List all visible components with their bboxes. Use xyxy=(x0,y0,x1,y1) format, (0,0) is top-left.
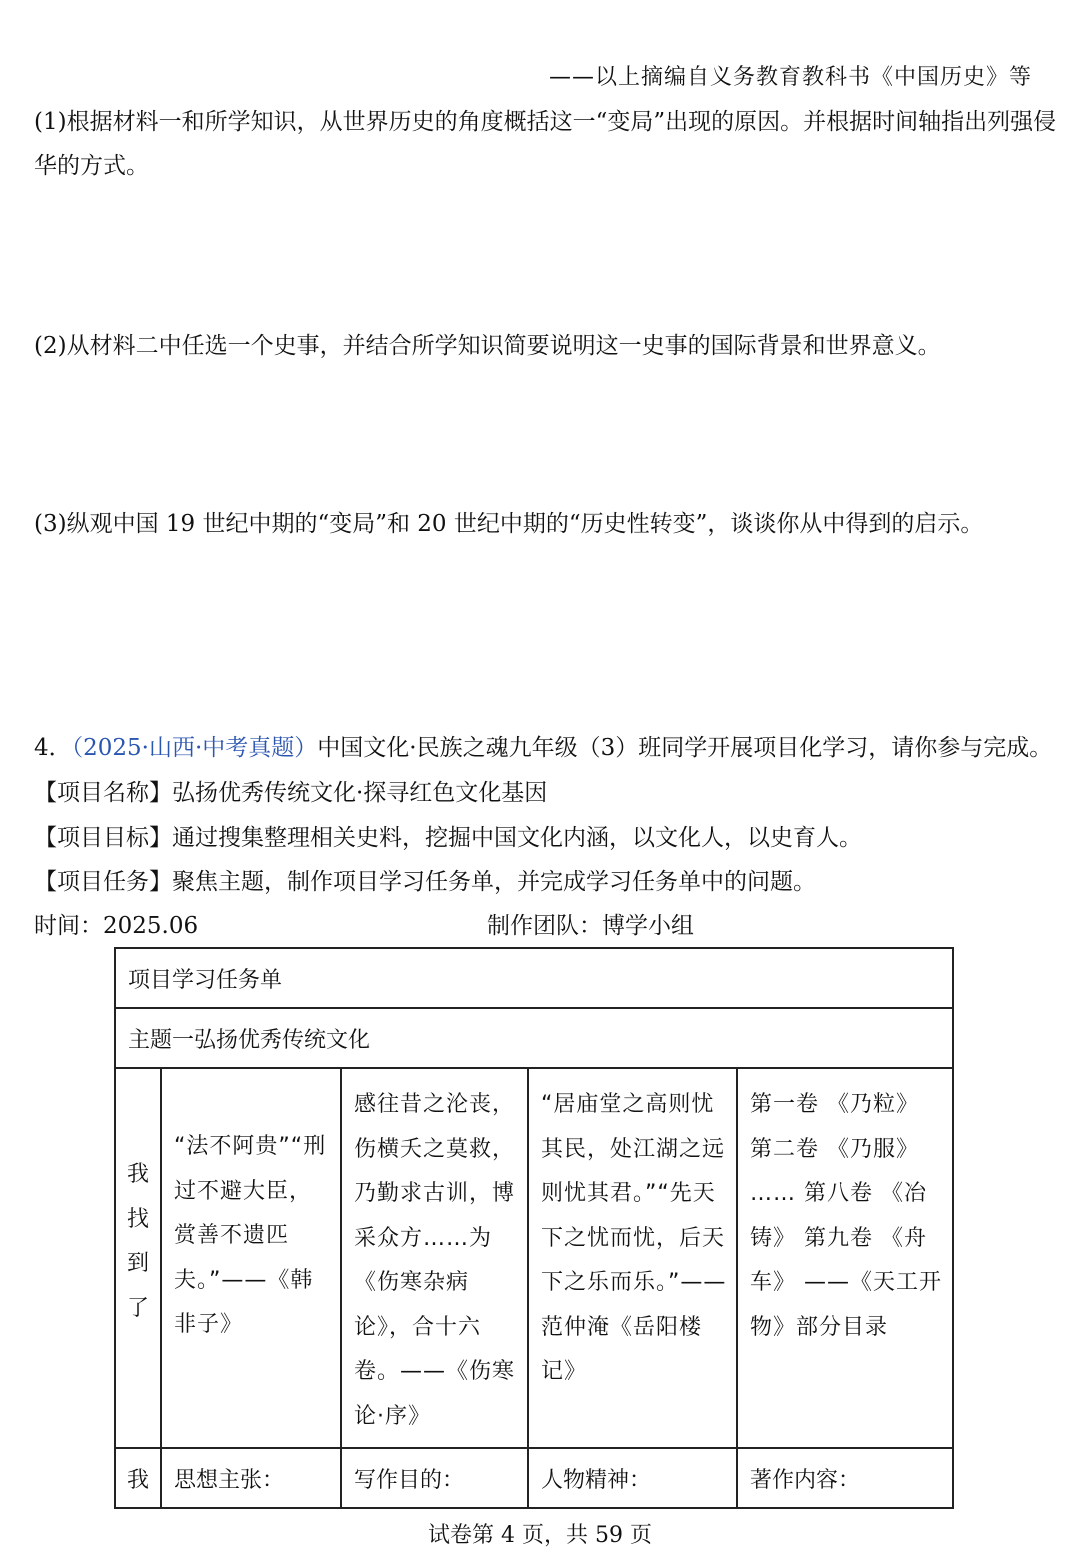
project-team: 制作团队：博学小组 xyxy=(487,913,694,939)
answer-cell-spirit[interactable]: 人物精神： xyxy=(528,1448,737,1508)
project-task: 【项目任务】聚焦主题，制作项目学习任务单，并完成学习任务单中的问题。 xyxy=(34,869,816,895)
project-time: 时间：2025.06 xyxy=(34,913,199,939)
question-1-line-2: 华的方式。 xyxy=(34,153,149,179)
page-footer: 试卷第 4 页，共 59 页 xyxy=(428,1523,652,1548)
quote-cell-tiangongkaiwu: 第一卷 《乃粒》 第二卷 《乃服》 …… 第八卷 《冶铸》 第九卷 《舟车》 ——《天工开物》部分目录 xyxy=(737,1068,953,1448)
source-open: （ xyxy=(71,735,84,761)
answer-cell-content[interactable]: 著作内容： xyxy=(737,1448,953,1508)
answer-cell-purpose[interactable]: 写作目的： xyxy=(341,1448,528,1508)
task-table xyxy=(114,947,954,1509)
task-table-theme: 主题一弘扬优秀传统文化 xyxy=(115,1008,953,1068)
quote-cell-shanghanlun: 感往昔之沦丧，伤横夭之莫救，乃勤求古训，博采众方……为《伤寒杂病论》，合十六卷。——《伤寒论·序》 xyxy=(341,1068,528,1448)
question-2: (2)从材料二中任选一个史事，并结合所学知识简要说明这一史事的国际背景和世界意义。 xyxy=(34,333,941,359)
quote-cell-hanfeizi: “法不阿贵”“刑过不避大臣，赏善不遗匹夫。”——《韩非子》 xyxy=(161,1068,341,1448)
bottom-side-label: 我 xyxy=(115,1448,161,1508)
source-close: ） xyxy=(294,735,318,761)
question-3: (3)纵观中国 19 世纪中期的“变局”和 20 世纪中期的“历史性转变”，谈谈你从中得到的启示。 xyxy=(34,511,984,537)
answer-cell-thought[interactable]: 思想主张： xyxy=(161,1448,341,1508)
project-goal: 【项目目标】通过搜集整理相关史料，挖掘中国文化内涵，以文化人，以史育人。 xyxy=(34,825,862,851)
question-number: 4． xyxy=(34,735,72,761)
question-4-header xyxy=(34,724,1052,772)
exam-source-link[interactable]: 2025·山西·中考真题 xyxy=(83,735,295,761)
quote-cell-yueyanglou: “居庙堂之高则忧其民，处江湖之远则忧其君。”“先天下之忧而忧，后天下之乐而乐。”——范仲淹《岳阳楼记》 xyxy=(528,1068,737,1448)
side-label-found: 我找到了 xyxy=(115,1068,161,1448)
source-citation: ——以上摘编自义务教育教科书《中国历史》等 xyxy=(548,65,1032,90)
task-table-title: 项目学习任务单 xyxy=(115,948,953,1008)
project-name: 【项目名称】弘扬优秀传统文化·探寻红色文化基因 xyxy=(34,780,548,806)
question-1-line-1: (1)根据材料一和所学知识，从世界历史的角度概括这一“变局”出现的原因。并根据时间轴指出列强侵 xyxy=(34,109,1057,135)
question-4-intro: 中国文化·民族之魂九年级（3）班同学开展项目化学习，请你参与完成。 xyxy=(317,735,1053,761)
